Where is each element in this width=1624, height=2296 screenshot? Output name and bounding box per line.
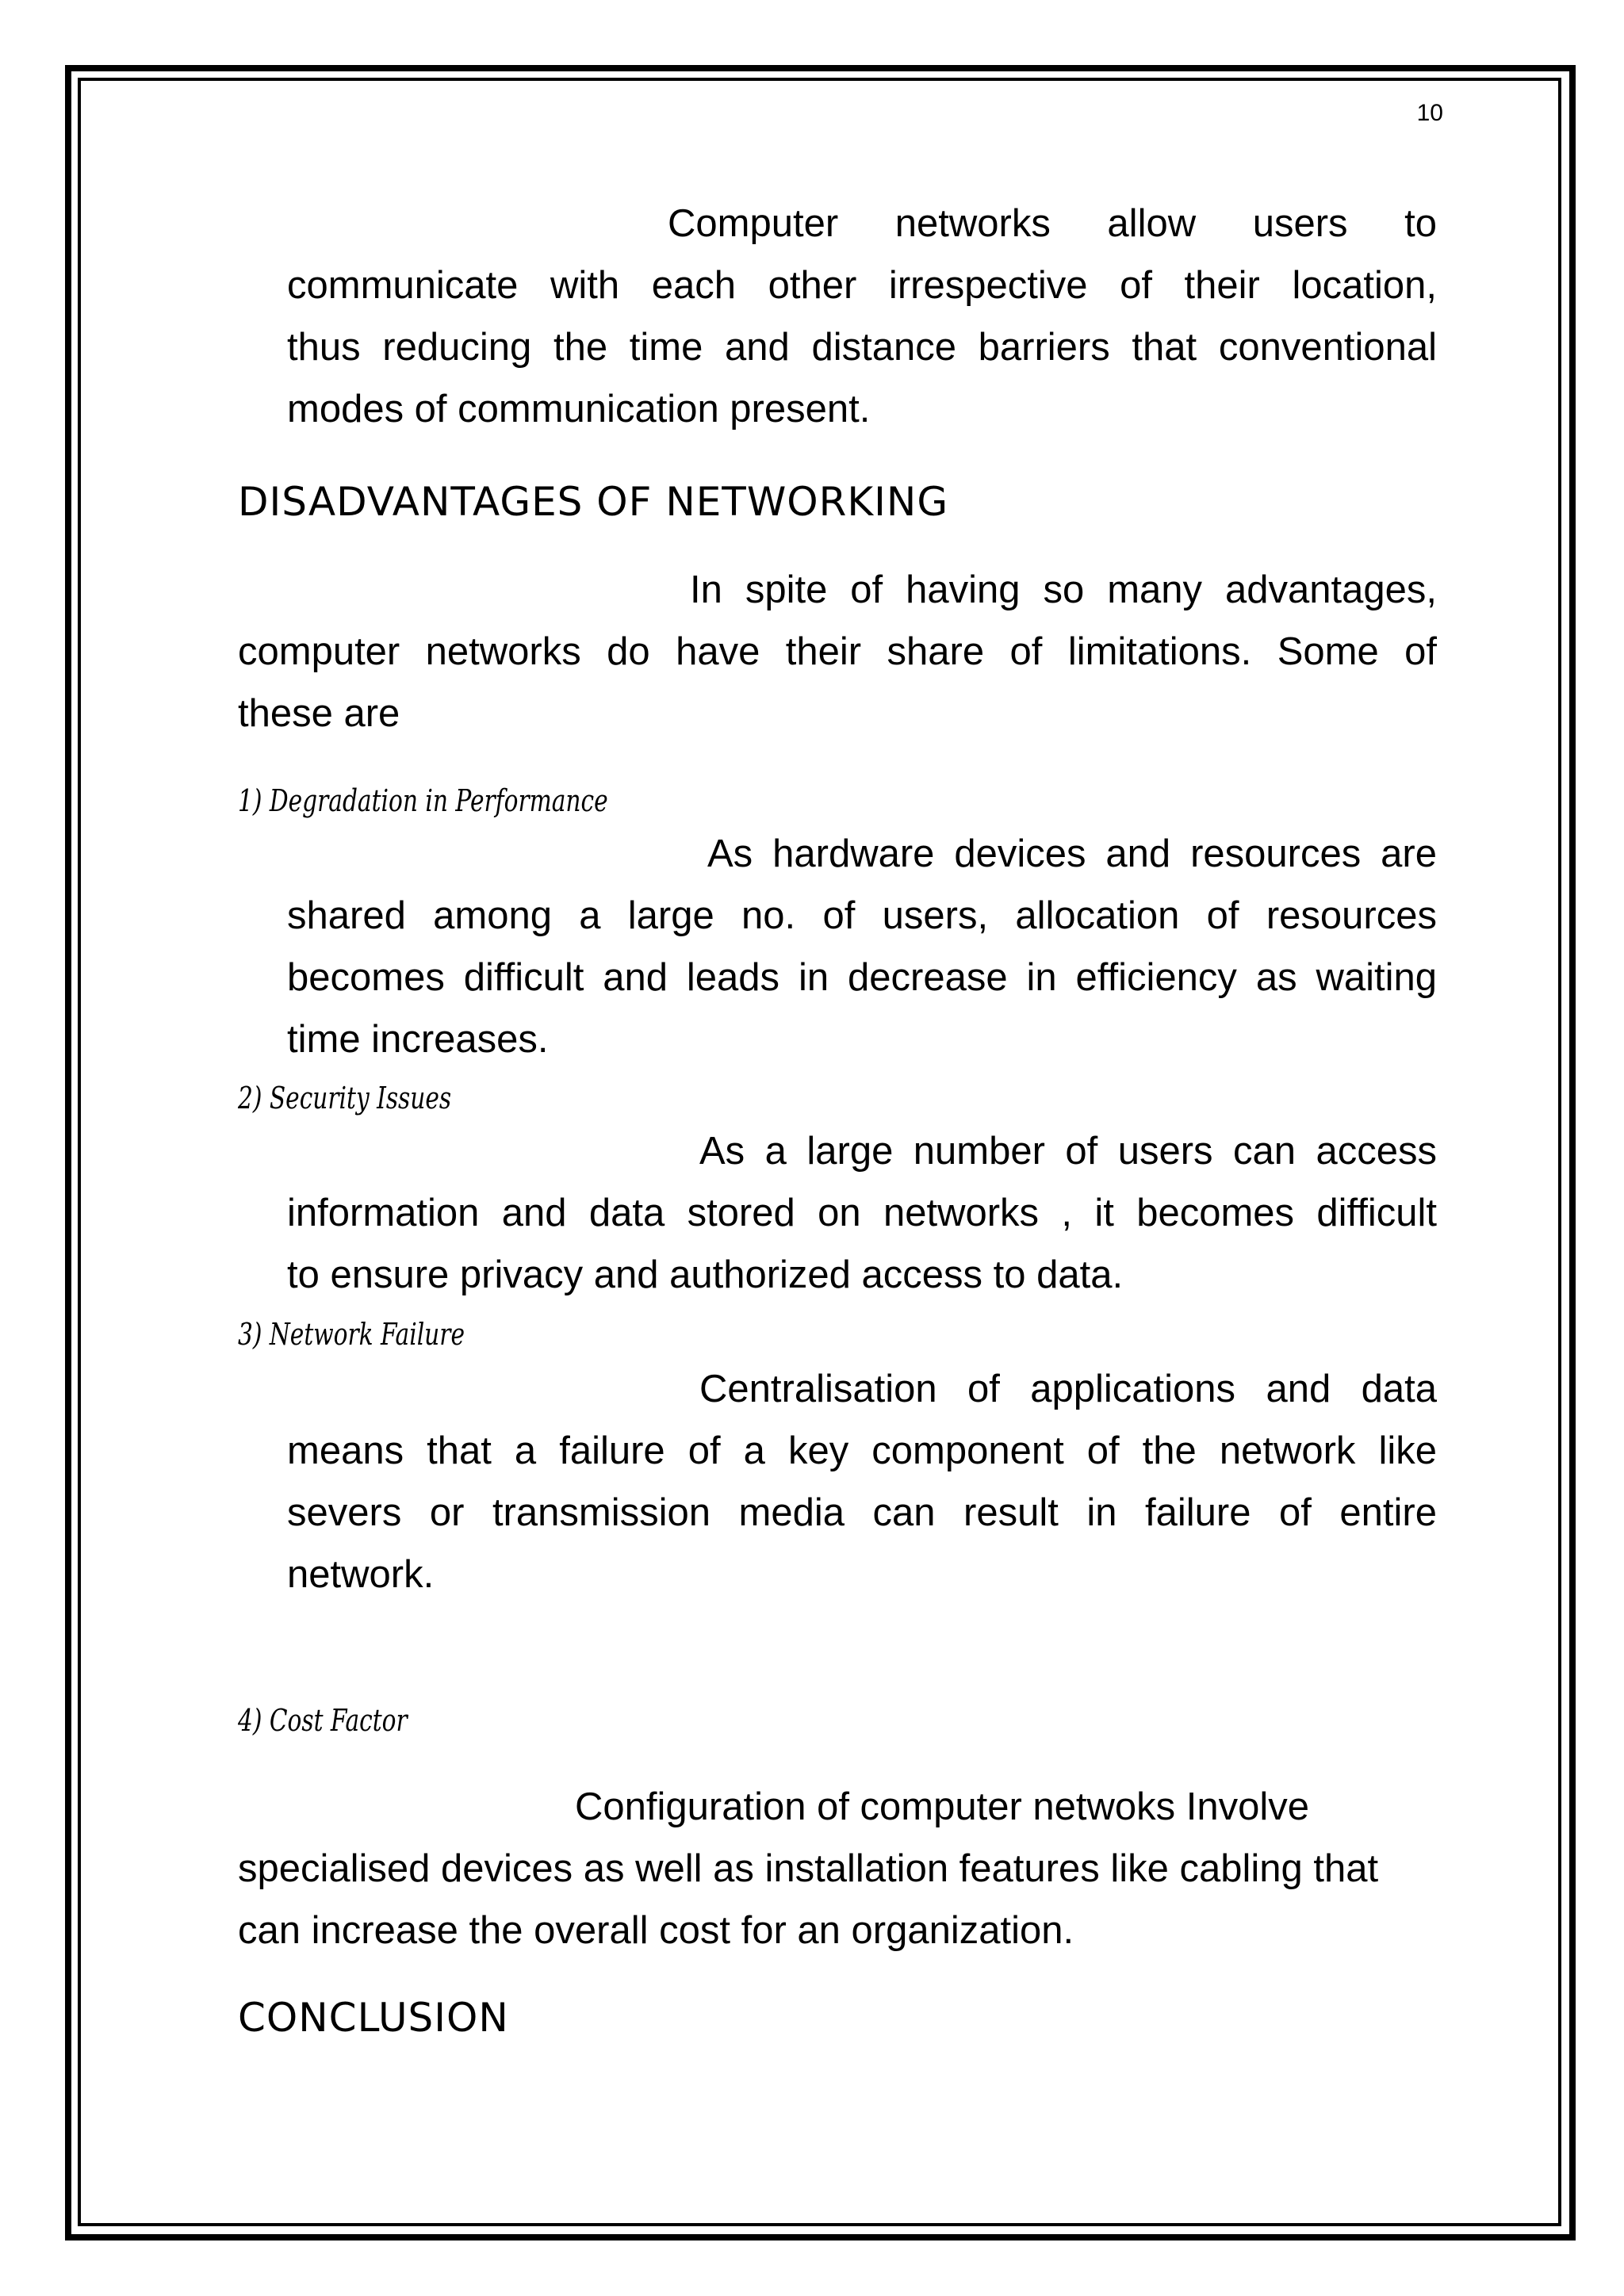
list-item-title: 4) Cost Factor — [238, 1703, 408, 1738]
paragraph-line: Computer networks allow users to — [668, 202, 1437, 245]
paragraph-line: thus reducing the time and distance barriers that conventional — [287, 326, 1437, 369]
paragraph-line: becomes difficult and leads in decrease in efficiency as waiting — [287, 956, 1437, 999]
paragraph-line: modes of communication present. — [287, 388, 871, 430]
paragraph-line: information and data stored on networks , it becomes difficult — [287, 1192, 1437, 1234]
paragraph-line: As a large number of users can access — [699, 1130, 1437, 1173]
paragraph-line: to ensure privacy and authorized access to data. — [287, 1253, 1124, 1296]
paragraph-line: severs or transmission media can result in failure of entire — [287, 1491, 1437, 1534]
paragraph-line: Configuration of computer netwoks Involve — [575, 1785, 1310, 1828]
intro-paragraph — [287, 193, 1437, 440]
paragraph-line: time increases. — [287, 1018, 549, 1061]
list-item-title: 3) Network Failure — [238, 1317, 465, 1352]
paragraph-line: means that a failure of a key component of the network like — [287, 1429, 1437, 1472]
paragraph-line: shared among a large no. of users, allocation of resources — [287, 894, 1437, 937]
paragraph-line: specialised devices as well as installation features like cabling that — [238, 1847, 1379, 1890]
list-item-title: 1) Degradation in Performance — [238, 783, 608, 818]
paragraph-line: can increase the overall cost for an organization. — [238, 1909, 1074, 1952]
list-item-paragraph — [287, 1358, 1437, 1605]
paragraph-line: computer networks do have their share of limitations. Some of — [238, 630, 1437, 673]
paragraph-line: In spite of having so many advantages, — [690, 568, 1437, 611]
list-item-paragraph — [238, 1776, 1419, 1961]
page-number: 10 — [1416, 100, 1443, 126]
paragraph-line: Centralisation of applications and data — [699, 1368, 1437, 1410]
paragraph-line: network. — [287, 1553, 435, 1596]
section-heading-disadvantages: DISADVANTAGES OF NETWORKING — [238, 479, 949, 525]
paragraph-line: communicate with each other irrespective of their location, — [287, 264, 1437, 307]
paragraph-line: these are — [238, 692, 400, 735]
disadvantages-intro-paragraph — [238, 559, 1437, 744]
list-item-paragraph — [287, 1120, 1437, 1306]
list-item-paragraph — [287, 823, 1437, 1070]
paragraph-line: As hardware devices and resources are — [707, 832, 1437, 875]
section-heading-conclusion: CONCLUSION — [238, 1995, 509, 2041]
list-item-title: 2) Security Issues — [238, 1081, 452, 1115]
